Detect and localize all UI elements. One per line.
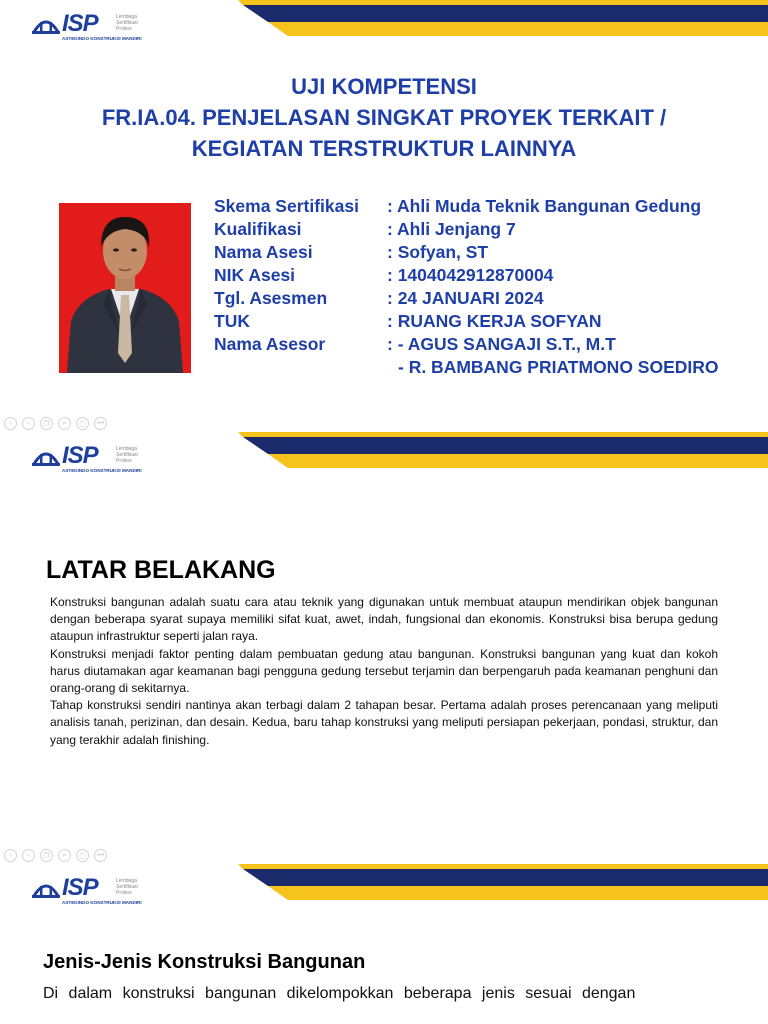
slide-toolbar (4, 417, 107, 431)
fit-icon[interactable]: ▢ (76, 849, 89, 862)
zoom-icon[interactable]: ⌕ (58, 849, 71, 862)
logo-brand: ISP (62, 874, 98, 901)
copy-icon[interactable]: ❐ (40, 417, 53, 430)
prev-icon[interactable]: ‹ (4, 417, 17, 430)
isp-logo (32, 12, 152, 42)
title-line-3: KEGIATAN TERSTRUKTUR LAINNYA (191, 136, 577, 161)
logo-tagline: Lembaga Sertifikasi Profesi (116, 878, 138, 896)
slide-cover: ISP Lembaga Sertifikasi Profesi ASTEKINDO KONSTRUKSI MANDIRI UJI KOMPETENSI FR.IA.04. PENJELASAN SINGKAT PROYEK TERKAIT / KEGIATAN TERSTRUKTUR LAINNYA Skema Sertifikasi : Ahli Muda Teknik Bangunan Gedung Kualifikasi : Ahli Jenjang 7 Nama Asesi : Sofyan, ST NIK Asesi : 1404042912870004 Tgl. Asesmen : 24 JANUARI 2024 TUK : RUANG KERJA SOFYAN Nama Asesor : - AGUS SANGAJI S.T., M.T - R. BAMBANG PRIATMONO SOEDIRO (0, 0, 768, 410)
logo-brand: ISP (62, 10, 98, 37)
more-icon[interactable]: ••• (94, 849, 107, 862)
section-heading: LATAR BELAKANG (46, 556, 276, 584)
logo-tagline: Lembaga Sertifikasi Profesi (116, 446, 138, 464)
applicant-photo (59, 203, 191, 373)
more-icon[interactable]: ••• (94, 417, 107, 430)
bridge-logo-icon (32, 14, 60, 36)
copy-icon[interactable]: ❐ (40, 849, 53, 862)
logo-subtitle: ASTEKINDO KONSTRUKSI MANDIRI (62, 468, 142, 473)
prev-icon[interactable]: ‹ (4, 849, 17, 862)
title-line-2: FR.IA.04. PENJELASAN SINGKAT PROYEK TERKAIT / (101, 105, 667, 130)
logo-brand: ISP (62, 442, 98, 469)
zoom-icon[interactable]: ⌕ (58, 417, 71, 430)
logo-subtitle: ASTEKINDO KONSTRUKSI MANDIRI (62, 36, 142, 41)
bridge-logo-icon (32, 878, 60, 900)
next-icon[interactable]: › (22, 417, 35, 430)
section-body (50, 594, 718, 749)
section-heading: Jenis-Jenis Konstruksi Bangunan (43, 951, 366, 973)
logo-subtitle: ASTEKINDO KONSTRUKSI MANDIRI (62, 900, 142, 905)
title-line-1: UJI KOMPETENSI (291, 74, 477, 99)
next-icon[interactable]: › (22, 849, 35, 862)
fit-icon[interactable]: ▢ (76, 417, 89, 430)
slide-latar-belakang (0, 432, 768, 842)
isp-logo (32, 876, 152, 906)
slide-jenis-konstruksi (0, 864, 768, 1024)
slide-toolbar (4, 849, 107, 863)
paragraph: Tahap konstruksi sendiri nantinya akan terbagi dalam 2 tahapan besar. Pertama adalah proses perencanaan yang meliputi analisis tanah, perizinan, dan desain. Kedua, baru tahap konstruksi yang meliputi persiapan pekerjaan, pondasi, struktur, dan yang terakhir adalah finishing. (50, 698, 718, 747)
paragraph: Konstruksi menjadi faktor penting dalam pembuatan gedung atau bangunan. Konstruksi bangunan yang kuat dan kokoh harus diutamakan agar keamanan bagi pengguna gedung tersebut terjamin dan berpengaruh pada keamanan penghuni dan orang-orang di sekitarnya. (50, 646, 718, 696)
logo-tagline: Lembaga Sertifikasi Profesi (116, 14, 138, 32)
isp-logo (32, 444, 152, 474)
bridge-logo-icon (32, 446, 60, 468)
paragraph: Konstruksi bangunan adalah suatu cara atau teknik yang digunakan untuk membuat ataupun mendirikan objek bangunan dengan beberapa syarat supaya memiliki sifat kuat, awet, indah, fungsional dan ekonomis. Konstruksi bisa berupa gedung ataupun infrastruktur seperti jalan raya. (50, 595, 718, 644)
paragraph: Di dalam konstruksi bangunan dikelompokkan beberapa jenis sesuai dengan (43, 985, 636, 1002)
